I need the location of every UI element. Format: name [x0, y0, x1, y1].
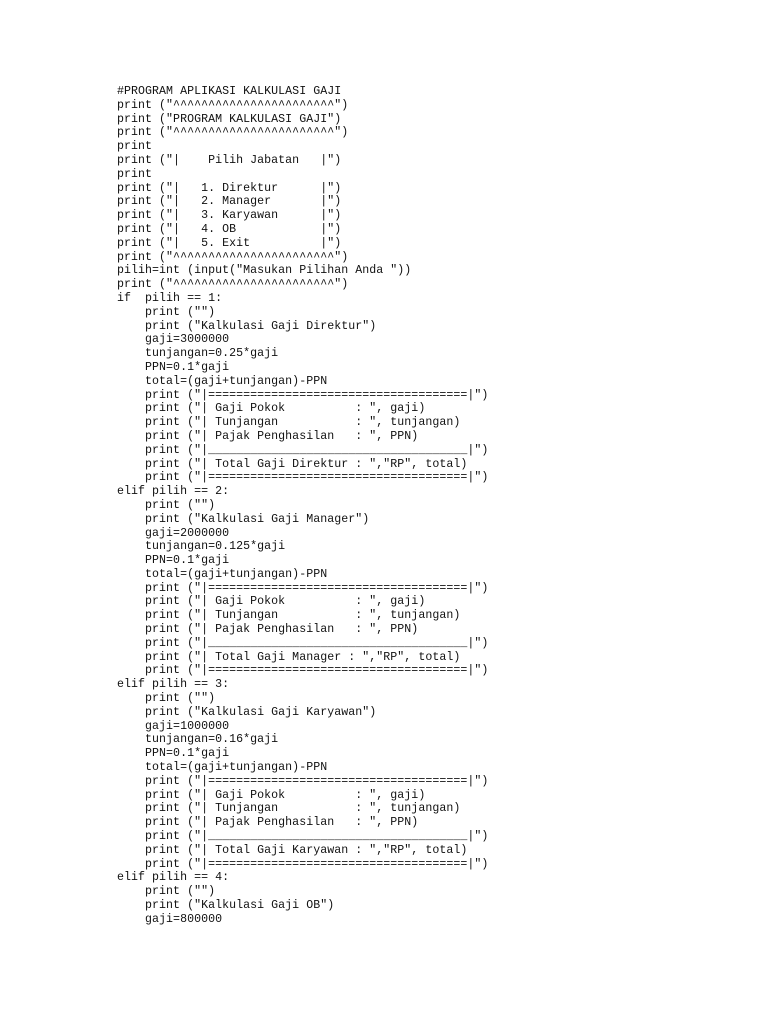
code-line: gaji=3000000 [117, 333, 230, 347]
code-line: print ("| Total Gaji Karyawan : ","RP", total) [117, 843, 468, 857]
code-line: elif pilih == 3: [117, 678, 230, 692]
code-line: print ("^^^^^^^^^^^^^^^^^^^^^^^") [117, 98, 349, 112]
code-line: gaji=1000000 [117, 719, 230, 733]
code-line: print ("| Gaji Pokok : ", gaji) [117, 402, 426, 416]
code-line: print ("| Pajak Penghasilan : ", PPN) [117, 429, 419, 443]
code-line: total=(gaji+tunjangan)-PPN [117, 374, 328, 388]
code-line: print ("PROGRAM KALKULASI GAJI") [117, 112, 342, 126]
code-line: print ("| 1. Direktur |") [117, 181, 342, 195]
code-line: PPN=0.1*gaji [117, 360, 230, 374]
code-line: elif pilih == 2: [117, 485, 230, 499]
code-line: print ("| Gaji Pokok : ", gaji) [117, 788, 426, 802]
code-line: print ("| 4. OB |") [117, 222, 342, 236]
code-line: print [117, 167, 153, 181]
code-line: elif pilih == 4: [117, 871, 230, 885]
code-line: print ("") [117, 305, 216, 319]
code-line: tunjangan=0.25*gaji [117, 347, 279, 361]
code-line: print ("^^^^^^^^^^^^^^^^^^^^^^^") [117, 126, 349, 140]
code-line: print ("|=====================================|") [117, 388, 489, 402]
code-line: print ("| Tunjangan : ", tunjangan) [117, 416, 461, 430]
code-line: gaji=2000000 [117, 526, 230, 540]
code-line: print ("") [117, 498, 216, 512]
code-line: print ("^^^^^^^^^^^^^^^^^^^^^^^") [117, 250, 349, 264]
code-line: tunjangan=0.16*gaji [117, 733, 279, 747]
code-line: print ("| Gaji Pokok : ", gaji) [117, 595, 426, 609]
code-line: tunjangan=0.125*gaji [117, 540, 286, 554]
code-line: print ("^^^^^^^^^^^^^^^^^^^^^^^") [117, 278, 349, 292]
code-line: print ("Kalkulasi Gaji Karyawan") [117, 705, 377, 719]
code-line: print ("| 5. Exit |") [117, 236, 342, 250]
code-line: print ("| Total Gaji Manager : ","RP", total) [117, 650, 461, 664]
code-line: print ("|=====================================|") [117, 664, 489, 678]
code-line: print ("Kalkulasi Gaji Direktur") [117, 319, 377, 333]
code-line: gaji=800000 [117, 912, 223, 926]
code-line: print ("| Pajak Penghasilan : ", PPN) [117, 816, 419, 830]
code-line: pilih=int (input("Masukan Pilihan Anda ")) [117, 264, 412, 278]
code-line: print ("") [117, 885, 216, 899]
code-line: print ("|_____________________________________|") [117, 830, 489, 844]
code-line: print ("|_____________________________________|") [117, 636, 489, 650]
code-line: print ("| 3. Karyawan |") [117, 209, 342, 223]
code-line: #PROGRAM APLIKASI KALKULASI GAJI [117, 85, 342, 98]
code-line: print ("| Total Gaji Direktur : ","RP", total) [117, 457, 468, 471]
code-listing [117, 85, 488, 927]
code-line: PPN=0.1*gaji [117, 747, 230, 761]
code-line: print ("| Tunjangan : ", tunjangan) [117, 609, 461, 623]
code-line: print ("| 2. Manager |") [117, 195, 342, 209]
code-line: print ("|=====================================|") [117, 774, 489, 788]
code-line: if pilih == 1: [117, 291, 223, 305]
code-line: print ("|=====================================|") [117, 857, 489, 871]
code-line: total=(gaji+tunjangan)-PPN [117, 761, 328, 775]
code-line: print ("|_____________________________________|") [117, 443, 489, 457]
code-line: print [117, 140, 153, 154]
code-line: print ("|=====================================|") [117, 581, 489, 595]
code-line: print ("Kalkulasi Gaji Manager") [117, 512, 370, 526]
code-line: print ("| Tunjangan : ", tunjangan) [117, 802, 461, 816]
code-line: print ("Kalkulasi Gaji OB") [117, 899, 335, 913]
code-line: print ("|=====================================|") [117, 471, 489, 485]
code-line: PPN=0.1*gaji [117, 554, 230, 568]
code-line: print ("| Pilih Jabatan |") [117, 153, 342, 167]
code-line: print ("| Pajak Penghasilan : ", PPN) [117, 623, 419, 637]
code-line: total=(gaji+tunjangan)-PPN [117, 567, 328, 581]
code-line: print ("") [117, 692, 216, 706]
